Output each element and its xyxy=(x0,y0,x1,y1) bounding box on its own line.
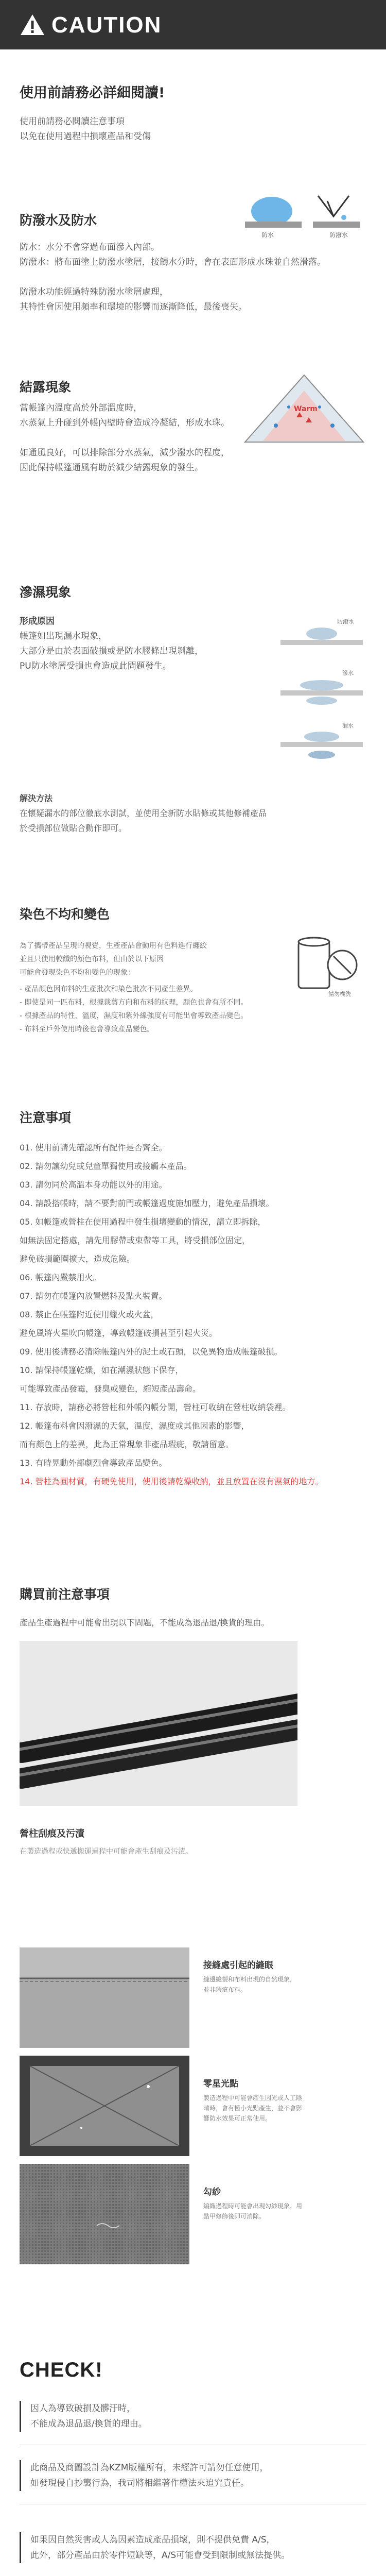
purchase-heading: 購買前注意事項 xyxy=(20,1587,110,1602)
note-item: 06. 帳篷內嚴禁用火。 xyxy=(20,1273,101,1282)
seepage-cause-title: 形成原因 xyxy=(20,616,55,626)
seepage-solution xyxy=(20,791,375,836)
note-item: 10. 請保持帳篷乾燥，如在潮濕狀態下保存， xyxy=(20,1365,184,1375)
seepage-heading: 滲濕現象 xyxy=(20,585,72,600)
feature-title: 接縫處引起的縫眼 xyxy=(203,1960,273,1971)
notes-list xyxy=(20,1139,375,1491)
diagram-label-seep: 滲水 xyxy=(342,670,354,676)
waterproof-label: 防水 xyxy=(261,231,274,239)
waterproof-line: 其特性會因使用頻率和環境的影響而逐漸降低，最後喪失。 xyxy=(20,302,247,312)
check-line: 如發現侵自抄襲行為，我司將相繼著作權法來追究責任。 xyxy=(30,2478,249,2488)
waterproof-heading: 防潑水及防水 xyxy=(20,213,97,228)
condensation-line: 因此保持帳篷通風有助於減少結露現象的發生。 xyxy=(20,463,203,473)
check-line: 不能成為退品退/換貨的理由。 xyxy=(30,2419,147,2429)
dyeing-line: 可能會發現染色不均和變色的現象： xyxy=(20,969,135,977)
warm-label: Warm xyxy=(294,405,318,413)
check-block xyxy=(20,2460,380,2491)
seepage-solution-line: 於受損部位做貼合動作即可。 xyxy=(20,823,127,833)
light-spot-photo xyxy=(20,2056,189,2156)
intro-line: 使用前請務必閱讀注意事項 xyxy=(20,116,125,127)
note-item: 03. 請勿同於高溫本身功能以外的用途。 xyxy=(20,1180,167,1190)
no-wash-label: 請勿機洗 xyxy=(328,991,351,997)
condensation-heading: 結露現象 xyxy=(20,380,72,395)
waterproof-diagram xyxy=(241,185,364,242)
check-block xyxy=(20,2401,380,2432)
note-item-warning: 14. 營柱為圓材質，有硬免使用，使用後請乾燥收納，並且放置在沒有濕氣的地方。 xyxy=(20,1477,324,1486)
feature-desc: 製造過程中可能會產生因光或人工陰晴時，會有極小光點產生，並不會影響防水效果可正常使用。 xyxy=(203,2094,303,2122)
dyeing-line: - 產品顏色因布料的生產批次和染色批次不同產生差異。 xyxy=(20,985,198,993)
note-item: 09. 使用後請務必清除帳篷內外的泥土或石頭，以免異物造成帳篷破損。 xyxy=(20,1347,283,1357)
warning-icon xyxy=(20,13,45,36)
waterproof-text xyxy=(20,240,370,315)
feature-desc: 編織過程時可能會出現勾紗現象，用點甲修飾後即可消除。 xyxy=(203,2202,303,2220)
purchase-subtitle: 產品生產過程中可能會出現以下問題，不能成為退品退/換貨的理由。 xyxy=(20,1618,270,1628)
check-title: CHECK! xyxy=(20,2359,103,2381)
condensation-line: 水蒸氣上升碰到外帳內壁時會造成冷凝結，形成水珠。 xyxy=(20,418,230,428)
dyeing-line: - 布料至戶外使用時後也會導致產品變色。 xyxy=(20,1025,154,1033)
note-item: 01. 使用前請先確認所有配件是否齊全。 xyxy=(20,1143,167,1153)
seepage-cause-line: PU防水塗層受損也會造成此問題發生。 xyxy=(20,661,171,671)
note-item: 13. 有時晃動外部劇烈會導致產品變色。 xyxy=(20,1458,167,1468)
check-line: 此外，部分產品由於零件短缺等，A/S可能會受到限制或無法提供。 xyxy=(30,2550,290,2561)
pole-scratch-title: 營柱刮痕及污漬 xyxy=(20,1828,84,1839)
dyeing-heading: 染色不均和變色 xyxy=(20,907,110,922)
note-item: 如無法固定搭處，請先用膠帶或束帶等工具，將受損部位固定， xyxy=(20,1235,251,1245)
note-item: 08. 禁止在帳篷附近使用蠟火或火盆， xyxy=(20,1310,159,1319)
seepage-cause-line: 帳篷如出現漏水現象， xyxy=(20,631,107,641)
water-repellent-label: 防潑水 xyxy=(329,231,348,239)
note-item: 07. 請勿在帳篷內放置燃料及點火裝置。 xyxy=(20,1291,167,1301)
note-item: 05. 如帳篷或營柱在使用過程中發生損壞變動的情況，請立即拆除， xyxy=(20,1217,266,1227)
dyeing-text xyxy=(20,939,297,1036)
feature-title: 零星光點 xyxy=(203,2079,238,2089)
condensation-line: 如通風良好，可以排除部分水蒸氣，減少潑水的程度， xyxy=(20,448,230,458)
note-item: 11. 存放時，請務必將營柱和外帳內帳分開，營柱可收納在營柱收納袋裡。 xyxy=(20,1402,291,1412)
notes-heading: 注意事項 xyxy=(20,1110,72,1125)
feature-desc: 縫邊縫製和布料出現的自然現象，並非瑕疵布料。 xyxy=(203,1976,296,1993)
diagram-label-repel: 防潑水 xyxy=(337,618,354,625)
dyeing-line: - 根據產品的特性，溫度，濕度和紫外線強度有可能出會導致產品變色。 xyxy=(20,1012,248,1020)
note-item: 12. 帳篷布料會因潑濕的天氣，溫度，濕度或其他因素的影響， xyxy=(20,1421,250,1431)
check-line: 此商品及商圖設計為KZM版權所有，未經許可請勿任意使用， xyxy=(30,2463,269,2473)
intro-text xyxy=(20,114,151,144)
note-item: 避免破損範圍擴大，造成危險。 xyxy=(20,1254,135,1264)
fabric-roll-icon xyxy=(288,937,365,998)
dyeing-line: 並且只使用較纖的顏色布料，但由於以下原因 xyxy=(20,955,164,963)
note-item: 可能導致產品發霉，發臭或變色，縮短產品壽命。 xyxy=(20,1384,201,1394)
dyeing-line: - 即使是同一匹布料，根據裁剪方向和布料的紋理，顏色也會有所不同。 xyxy=(20,998,248,1007)
intro-line: 以免在使用過程中損壞產品和受傷 xyxy=(20,131,151,142)
waterproof-line: 防水：水分不會穿過布面滲入內部。 xyxy=(20,242,160,252)
note-item: 02. 請勿讓幼兒或兒童單獨使用或接觸本產品。 xyxy=(20,1161,192,1171)
note-item: 而有顏色上的差異，此為正常現象非產品瑕疵，敬請留意。 xyxy=(20,1439,234,1449)
note-item: 04. 請設搭帳時，請不要對前門或帳篷過度施加壓力，避免產品損壞。 xyxy=(20,1198,274,1208)
seam-photo xyxy=(20,1947,189,2048)
feature-title: 勾紗 xyxy=(203,2187,221,2197)
snag-photo xyxy=(20,2164,189,2264)
condensation-text xyxy=(20,401,370,476)
check-line: 如果因自然災害或人為因素造成產品損壞，則不提供免費 A/S， xyxy=(30,2535,275,2545)
seepage-solution-title: 解決方法 xyxy=(20,793,53,803)
seepage-cause-line: 大部分是由於表面破損或是防水膠條出現剝離， xyxy=(20,646,203,656)
caution-header-bar xyxy=(0,0,386,49)
diagram-label-leak: 漏水 xyxy=(342,722,354,729)
seepage-cause xyxy=(20,614,203,674)
check-block xyxy=(20,2532,380,2563)
waterproof-line: 防潑水功能經過特殊防潑水塗層處理， xyxy=(20,287,168,297)
caution-title: CAUTION xyxy=(51,12,162,38)
check-line: 因人為導致破損及髒汙時， xyxy=(30,2403,135,2414)
intro-heading: 使用前請務必詳細閱讀! xyxy=(20,85,165,101)
seepage-diagram xyxy=(275,613,368,768)
tent-pole-photo xyxy=(20,1641,297,1806)
waterproof-line: 防潑水：將布面塗上防潑水塗層，接觸水分時，會在表面形成水珠並自然滑落。 xyxy=(20,257,326,267)
seepage-solution-line: 在懷疑漏水的部位徹底水測試，並使用全新防水貼條或其他修補產品 xyxy=(20,808,267,818)
pole-scratch-desc: 在製造過程或快遞搬運過程中可能會產生刮痕及污漬。 xyxy=(20,1848,192,1856)
dyeing-line: 為了攜帶產品呈現的視覺，生產產品會動用有色料進行纏絞 xyxy=(20,942,207,950)
condensation-line: 當帳篷內溫度高於外部溫度時， xyxy=(20,403,142,413)
note-item: 避免風將火星吹向帳篷，導致帳篷破損甚至引起火災。 xyxy=(20,1328,218,1338)
